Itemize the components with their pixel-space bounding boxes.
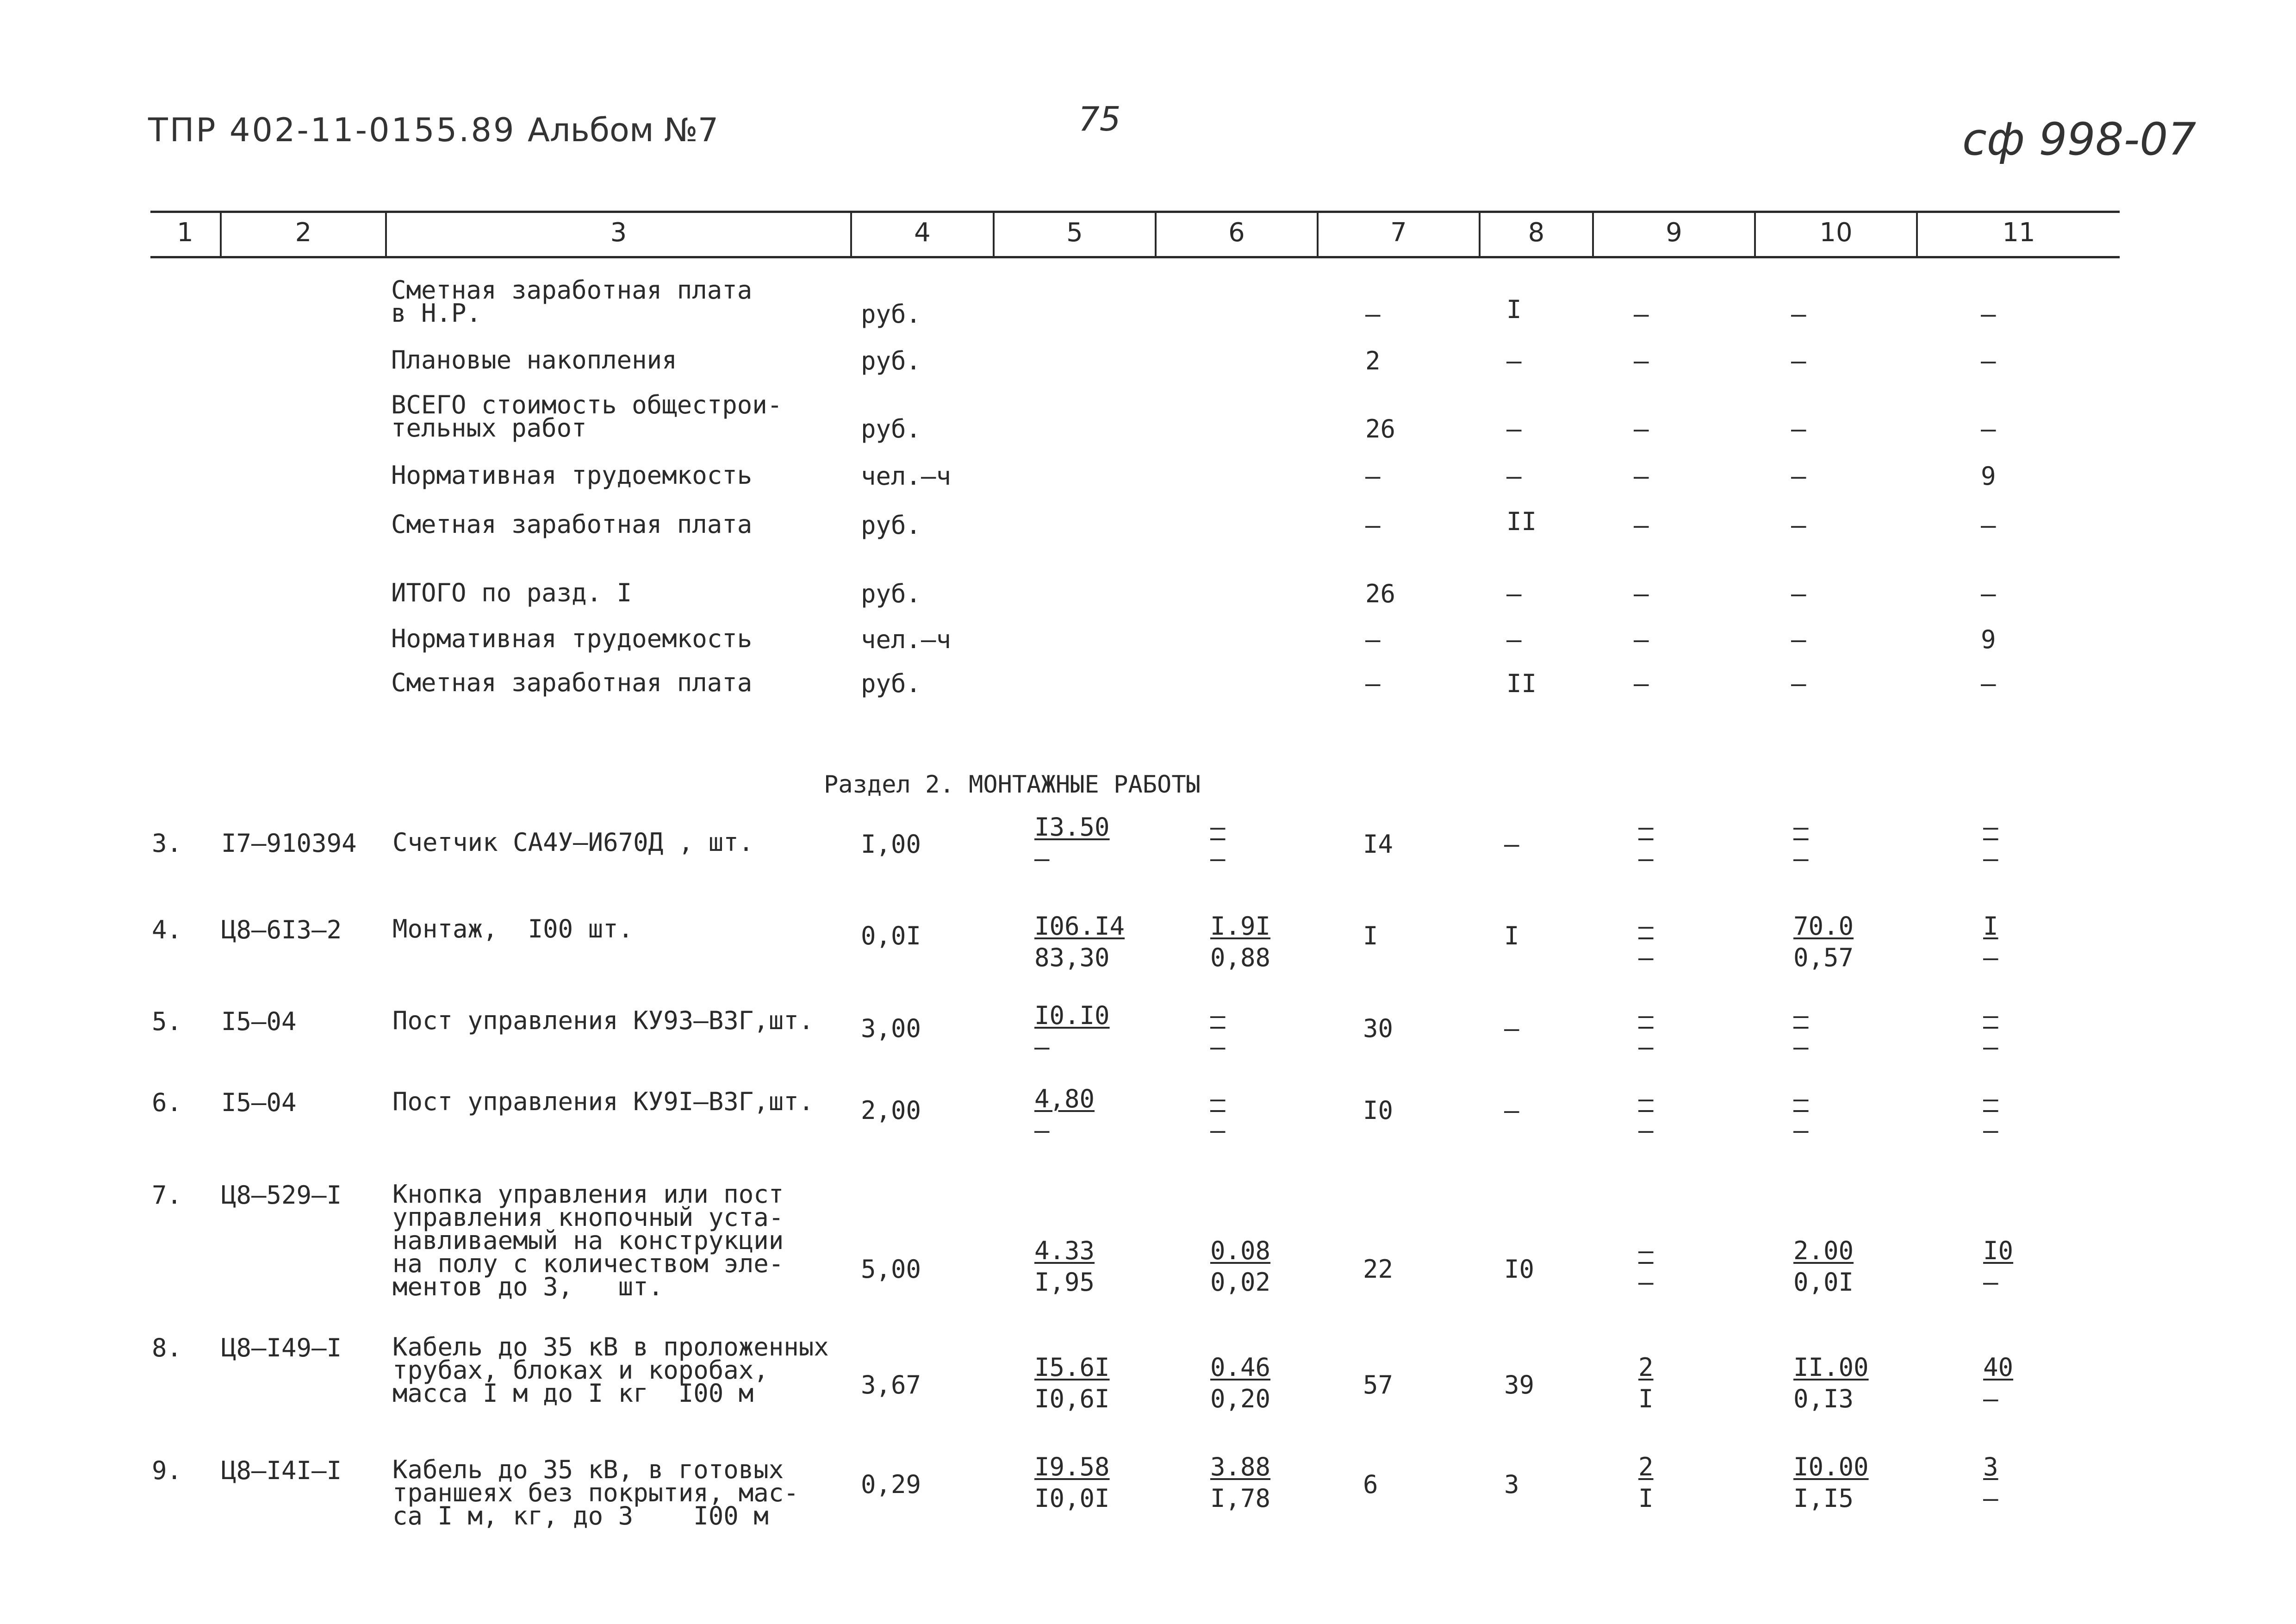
fraction-numerator: I0.00 <box>1793 1452 1869 1481</box>
row-number: 7. <box>152 1181 182 1210</box>
summary-col7: 2 <box>1365 346 1381 375</box>
fraction-numerator: – <box>1638 1236 1654 1265</box>
row-col8: – <box>1504 1096 1519 1125</box>
summary-unit: руб. <box>861 300 921 329</box>
column-header: 1 <box>177 218 193 248</box>
fraction-cell-c10 <box>1793 1237 1854 1296</box>
fraction-cell-c10 <box>1793 1354 1869 1412</box>
summary-col9: – <box>1634 346 1649 375</box>
row-number: 4. <box>152 915 182 944</box>
fraction-denominator: – <box>1034 1032 1050 1062</box>
fraction-denominator: 0,02 <box>1210 1268 1271 1297</box>
fraction-numerator: I0.I0 <box>1034 1001 1110 1030</box>
summary-col8: – <box>1506 462 1522 491</box>
fraction-numerator: I06.I4 <box>1034 912 1125 941</box>
row-code: Ц8–6I3–2 <box>221 915 342 944</box>
fraction-denominator: – <box>1638 844 1654 873</box>
summary-col10: – <box>1791 346 1806 375</box>
row-qty: 3,00 <box>861 1014 921 1043</box>
fraction-cell-c9 <box>1638 1354 1654 1412</box>
row-col7: I <box>1363 921 1378 950</box>
fraction-numerator: 2 <box>1638 1353 1654 1382</box>
fraction-numerator: – <box>1210 812 1226 842</box>
fraction-denominator: – <box>1210 844 1226 873</box>
row-qty: 0,0I <box>861 921 921 950</box>
summary-col11: – <box>1981 346 1996 375</box>
fraction-denominator: – <box>1983 1268 1998 1297</box>
summary-col8: II <box>1506 507 1537 536</box>
summary-unit: руб. <box>861 579 921 608</box>
fraction-numerator: – <box>1210 1084 1226 1113</box>
summary-col10: – <box>1791 462 1806 491</box>
header-top-rule <box>150 211 2120 213</box>
row-code: Ц8–I49–I <box>221 1333 342 1362</box>
row-name: Счетчик СА4У–И670Д , шт. <box>392 828 754 857</box>
row-code: I7–910394 <box>221 829 357 858</box>
column-header: 10 <box>1819 218 1853 248</box>
summary-col9: – <box>1634 462 1649 491</box>
column-header: 7 <box>1390 218 1407 248</box>
fraction-cell-c5 <box>1034 814 1110 872</box>
fraction-cell-c10 <box>1793 1086 1809 1144</box>
fraction-cell-c5 <box>1034 913 1125 971</box>
fraction-numerator: – <box>1638 912 1654 941</box>
summary-unit: руб. <box>861 669 921 698</box>
fraction-denominator: – <box>1983 1032 1998 1062</box>
summary-name: ВСЕГО стоимость общестрои- тельных работ <box>391 390 783 443</box>
column-header: 6 <box>1228 218 1245 248</box>
fraction-numerator: I0 <box>1983 1236 2014 1265</box>
row-col8: 39 <box>1504 1370 1535 1399</box>
row-col7: 22 <box>1363 1255 1394 1284</box>
fraction-cell-c10 <box>1793 1002 1809 1061</box>
fraction-cell-c6 <box>1210 1086 1226 1144</box>
fraction-numerator: I <box>1983 912 1998 941</box>
fraction-cell-c5 <box>1034 1454 1110 1512</box>
fraction-cell-c5 <box>1034 1086 1095 1144</box>
summary-name: Сметная заработная плата <box>391 510 753 539</box>
summary-col7: – <box>1365 300 1381 329</box>
column-header: 4 <box>914 218 931 248</box>
summary-col7: – <box>1365 669 1381 698</box>
fraction-numerator: 4,80 <box>1034 1084 1095 1113</box>
row-col8: – <box>1504 830 1519 859</box>
row-name: Кабель до 35 кВ, в готовых траншеях без покрытия, мас- са I м, кг, до 3 I00 м <box>392 1455 799 1530</box>
fraction-numerator: – <box>1983 1001 1998 1030</box>
row-col7: 30 <box>1363 1014 1394 1043</box>
fraction-numerator: I3.50 <box>1034 812 1110 842</box>
row-name: Кабель до 35 кВ в проложенных трубах, блоках и коробах, масса I м до I кг I00 м <box>392 1332 829 1408</box>
fraction-numerator: – <box>1638 812 1654 842</box>
fraction-cell-c6 <box>1210 1354 1270 1412</box>
fraction-denominator: I,78 <box>1210 1484 1271 1513</box>
fraction-numerator: 40 <box>1983 1353 2014 1382</box>
fraction-cell-c9 <box>1638 1086 1654 1144</box>
page-number: 75 <box>1078 100 1121 138</box>
document-code: ТПР 402-11-0155.89 <box>148 111 516 149</box>
fraction-numerator: – <box>1638 1084 1654 1113</box>
fraction-denominator: I0,6I <box>1034 1384 1110 1413</box>
fraction-cell-c9 <box>1638 1454 1654 1512</box>
fraction-numerator: – <box>1983 1084 1998 1113</box>
fraction-denominator: – <box>1983 1384 1998 1413</box>
summary-name: Нормативная трудоемкость <box>391 461 753 490</box>
fraction-cell-c6 <box>1210 1002 1226 1061</box>
summary-unit: чел.–ч <box>861 625 952 654</box>
fraction-cell-c11 <box>1983 814 1998 872</box>
row-code: Ц8–I4I–I <box>221 1456 342 1485</box>
summary-unit: чел.–ч <box>861 462 952 491</box>
column-header: 8 <box>1528 218 1545 248</box>
fraction-denominator: I <box>1638 1384 1654 1413</box>
fraction-numerator: – <box>1983 812 1998 842</box>
fraction-denominator: I0,0I <box>1034 1484 1110 1513</box>
fraction-denominator: I,95 <box>1034 1268 1095 1297</box>
fraction-cell-c11 <box>1983 913 1998 971</box>
summary-col8: I <box>1506 295 1522 324</box>
summary-col8: – <box>1506 625 1522 654</box>
fraction-denominator: – <box>1793 1116 1809 1145</box>
row-name: Монтаж, I00 шт. <box>392 914 634 943</box>
fraction-numerator: 2.00 <box>1793 1236 1854 1265</box>
fraction-denominator: – <box>1638 943 1654 972</box>
fraction-denominator: – <box>1983 1484 1998 1513</box>
summary-name: Плановые накопления <box>391 345 677 375</box>
fraction-numerator: I9.58 <box>1034 1452 1110 1481</box>
row-qty: 3,67 <box>861 1370 921 1399</box>
summary-col9: – <box>1634 414 1649 443</box>
summary-col11: – <box>1981 511 1996 540</box>
fraction-numerator: 70.0 <box>1793 912 1854 941</box>
summary-name: Нормативная трудоемкость <box>391 624 753 653</box>
summary-col10: – <box>1791 511 1806 540</box>
fraction-numerator: 4.33 <box>1034 1236 1095 1265</box>
row-code: Ц8–529–I <box>221 1181 342 1210</box>
summary-col11: – <box>1981 300 1996 329</box>
summary-col11: – <box>1981 669 1996 698</box>
fraction-denominator: – <box>1034 844 1050 873</box>
column-header: 9 <box>1666 218 1682 248</box>
fraction-cell-c6 <box>1210 913 1270 971</box>
row-code: I5–04 <box>221 1007 297 1036</box>
summary-col10: – <box>1791 625 1806 654</box>
row-qty: 0,29 <box>861 1470 921 1499</box>
fraction-denominator: – <box>1983 844 1998 873</box>
fraction-numerator: I.9I <box>1210 912 1271 941</box>
summary-col9: – <box>1634 579 1649 608</box>
summary-name: Сметная заработная плата в Н.Р. <box>391 275 753 328</box>
fraction-numerator: – <box>1793 812 1809 842</box>
row-qty: I,00 <box>861 830 921 859</box>
fraction-denominator: I,I5 <box>1793 1484 1854 1513</box>
fraction-cell-c11 <box>1983 1237 2013 1296</box>
fraction-cell-c9 <box>1638 913 1654 971</box>
fraction-cell-c9 <box>1638 1237 1654 1296</box>
fraction-denominator: 0,20 <box>1210 1384 1271 1413</box>
fraction-denominator: – <box>1638 1116 1654 1145</box>
summary-col10: – <box>1791 579 1806 608</box>
summary-col8: – <box>1506 414 1522 443</box>
row-number: 6. <box>152 1088 182 1117</box>
fraction-numerator: 3.88 <box>1210 1452 1271 1481</box>
fraction-numerator: 0.08 <box>1210 1236 1271 1265</box>
fraction-cell-c11 <box>1983 1002 1998 1061</box>
fraction-numerator: – <box>1793 1001 1809 1030</box>
stamp-number: сф 998-07 <box>1962 113 2196 165</box>
fraction-cell-c9 <box>1638 814 1654 872</box>
fraction-cell-c10 <box>1793 1454 1869 1512</box>
row-number: 9. <box>152 1456 182 1485</box>
summary-col7: 26 <box>1365 414 1396 443</box>
fraction-numerator: II.00 <box>1793 1353 1869 1382</box>
summary-col7: – <box>1365 511 1381 540</box>
fraction-denominator: 0,I3 <box>1793 1384 1854 1413</box>
column-header: 5 <box>1066 218 1083 248</box>
fraction-cell-c10 <box>1793 913 1854 971</box>
fraction-cell-c10 <box>1793 814 1809 872</box>
row-number: 3. <box>152 829 182 858</box>
summary-col9: – <box>1634 511 1649 540</box>
fraction-cell-c6 <box>1210 814 1226 872</box>
fraction-cell-c11 <box>1983 1354 2013 1412</box>
header-bottom-rule <box>150 256 2120 258</box>
fraction-cell-c5 <box>1034 1354 1110 1412</box>
row-code: I5–04 <box>221 1088 297 1117</box>
section-title: Раздел 2. МОНТАЖНЫЕ РАБОТЫ <box>824 771 1201 799</box>
fraction-numerator: – <box>1638 1001 1654 1030</box>
fraction-denominator: – <box>1793 1032 1809 1062</box>
summary-col11: – <box>1981 414 1996 443</box>
fraction-cell-c6 <box>1210 1237 1270 1296</box>
fraction-denominator: 0,57 <box>1793 943 1854 972</box>
fraction-denominator: – <box>1983 943 1998 972</box>
summary-col7: – <box>1365 625 1381 654</box>
row-qty: 2,00 <box>861 1096 921 1125</box>
row-col7: 57 <box>1363 1370 1394 1399</box>
album-label: Альбом №7 <box>528 111 719 149</box>
fraction-denominator: – <box>1638 1268 1654 1297</box>
row-name: Пост управления КУ9I–В3Г,шт. <box>392 1087 814 1116</box>
summary-col7: 26 <box>1365 579 1396 608</box>
row-col7: I4 <box>1363 830 1394 859</box>
column-header: 2 <box>295 218 312 248</box>
summary-col8: – <box>1506 579 1522 608</box>
summary-unit: руб. <box>861 414 921 443</box>
summary-col10: – <box>1791 300 1806 329</box>
column-header: 3 <box>610 218 627 248</box>
fraction-cell-c6 <box>1210 1454 1270 1512</box>
summary-unit: руб. <box>861 511 921 540</box>
fraction-denominator: – <box>1638 1032 1654 1062</box>
fraction-denominator: – <box>1793 844 1809 873</box>
summary-col9: – <box>1634 300 1649 329</box>
fraction-denominator: – <box>1034 1116 1050 1145</box>
row-col8: – <box>1504 1014 1519 1043</box>
summary-name: ИТОГО по разд. I <box>391 578 632 607</box>
fraction-denominator: 0,0I <box>1793 1268 1854 1297</box>
fraction-denominator: – <box>1210 1032 1226 1062</box>
summary-name: Сметная заработная плата <box>391 668 753 697</box>
fraction-numerator: 0.46 <box>1210 1353 1271 1382</box>
row-name: Пост управления КУ93–В3Г,шт. <box>392 1006 814 1035</box>
fraction-denominator: 0,88 <box>1210 943 1271 972</box>
summary-unit: руб. <box>861 346 921 375</box>
row-number: 8. <box>152 1333 182 1362</box>
row-col7: I0 <box>1363 1096 1394 1125</box>
summary-col9: – <box>1634 669 1649 698</box>
fraction-denominator: 83,30 <box>1034 943 1110 972</box>
summary-col10: – <box>1791 669 1806 698</box>
fraction-denominator: – <box>1210 1116 1226 1145</box>
fraction-denominator: – <box>1983 1116 1998 1145</box>
row-col8: I <box>1504 921 1519 950</box>
fraction-cell-c5 <box>1034 1002 1110 1061</box>
row-col8: 3 <box>1504 1470 1519 1499</box>
summary-col7: – <box>1365 462 1381 491</box>
fraction-cell-c11 <box>1983 1086 1998 1144</box>
summary-col8: II <box>1506 669 1537 698</box>
row-qty: 5,00 <box>861 1255 921 1284</box>
summary-col11: 9 <box>1981 462 1996 491</box>
row-col8: I0 <box>1504 1255 1535 1284</box>
column-header: 11 <box>2002 218 2035 248</box>
fraction-cell-c11 <box>1983 1454 1998 1512</box>
fraction-numerator: – <box>1210 1001 1226 1030</box>
summary-col11: – <box>1981 579 1996 608</box>
summary-col8: – <box>1506 346 1522 375</box>
fraction-numerator: I5.6I <box>1034 1353 1110 1382</box>
row-col7: 6 <box>1363 1470 1378 1499</box>
fraction-cell-c5 <box>1034 1237 1095 1296</box>
fraction-cell-c9 <box>1638 1002 1654 1061</box>
fraction-numerator: 3 <box>1983 1452 1998 1481</box>
row-name: Кнопка управления или пост управления кнопочный уста- навливаемый на конструкции на полу с количеством эле- ментов до 3, шт. <box>392 1180 784 1301</box>
summary-col10: – <box>1791 414 1806 443</box>
row-number: 5. <box>152 1007 182 1036</box>
fraction-numerator: 2 <box>1638 1452 1654 1481</box>
fraction-denominator: I <box>1638 1484 1654 1513</box>
summary-col11: 9 <box>1981 625 1996 654</box>
summary-col9: – <box>1634 625 1649 654</box>
fraction-numerator: – <box>1793 1084 1809 1113</box>
